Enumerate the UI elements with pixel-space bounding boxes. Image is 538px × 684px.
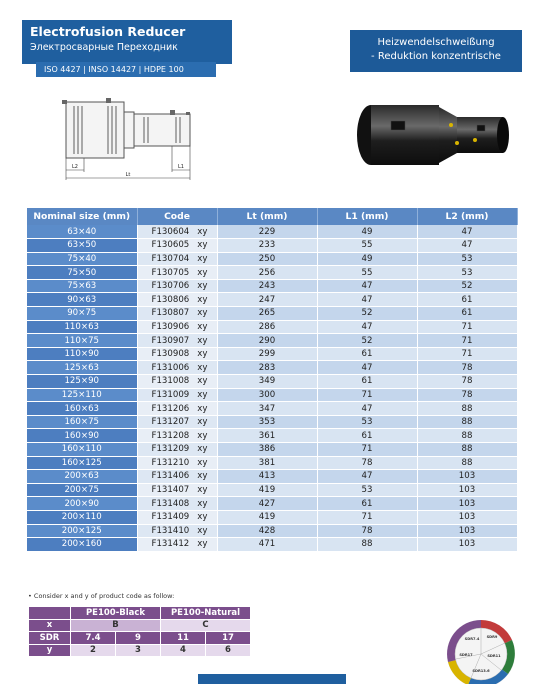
- code-suffix: xy: [197, 362, 208, 373]
- l2-cell: 103: [417, 524, 517, 538]
- code-cell: [137, 279, 217, 293]
- code-value: F131209: [151, 444, 190, 455]
- code-value: F130806: [151, 294, 190, 305]
- code-suffix: xy: [197, 376, 208, 387]
- specification-table: [27, 208, 518, 552]
- code-suffix: xy: [197, 335, 208, 346]
- title-banner: [22, 20, 232, 64]
- code-suffix: xy: [197, 294, 208, 305]
- wheel-label: SDR7.4: [464, 637, 480, 641]
- title-de-line1: Heizwendelschweißung: [377, 37, 495, 48]
- l1-cell: 55: [317, 239, 417, 253]
- code-value: F131412: [151, 539, 190, 550]
- l1-label: L1: [178, 164, 184, 170]
- code-suffix: xy: [197, 525, 208, 536]
- table-row: [27, 252, 517, 266]
- code-cell: [137, 307, 217, 321]
- nominal-size-cell: 200×160: [27, 538, 137, 552]
- l2-cell: 103: [417, 510, 517, 524]
- code-cell: [137, 443, 217, 457]
- code-cell: [137, 402, 217, 416]
- sdr-value: 9: [116, 632, 161, 645]
- code-cell: [137, 266, 217, 280]
- table-row: [27, 320, 517, 334]
- footer-tab: [198, 674, 346, 684]
- code-cell: [137, 497, 217, 511]
- lt-cell: 419: [217, 510, 317, 524]
- nominal-size-cell: 63×40: [27, 225, 137, 239]
- nominal-size-cell: 160×75: [27, 415, 137, 429]
- table-row: [27, 443, 517, 457]
- code-cell: [137, 375, 217, 389]
- code-cell: [137, 347, 217, 361]
- lt-cell: 229: [217, 225, 317, 239]
- code-note: • Consider x and y of product code as follow:: [28, 592, 175, 600]
- lt-cell: 413: [217, 470, 317, 484]
- code-value: F131210: [151, 457, 190, 468]
- code-y-row: [29, 644, 251, 657]
- code-value: F131207: [151, 417, 190, 428]
- code-suffix: xy: [197, 267, 208, 278]
- code-value: F130908: [151, 349, 190, 360]
- l2-cell: 52: [417, 279, 517, 293]
- code-suffix: xy: [197, 539, 208, 550]
- l2-cell: 78: [417, 388, 517, 402]
- code-black-header: PE100-Black: [71, 607, 161, 620]
- l1-cell: 49: [317, 252, 417, 266]
- code-cell: [137, 334, 217, 348]
- l2-cell: 78: [417, 375, 517, 389]
- code-value: F130704: [151, 253, 190, 264]
- lt-cell: 349: [217, 375, 317, 389]
- code-suffix: xy: [197, 417, 208, 428]
- code-suffix: xy: [197, 226, 208, 237]
- code-suffix: xy: [197, 403, 208, 414]
- l1-cell: 47: [317, 402, 417, 416]
- l2-cell: 88: [417, 402, 517, 416]
- title-de-banner: [350, 30, 522, 72]
- lt-cell: 247: [217, 293, 317, 307]
- nominal-size-cell: 200×125: [27, 524, 137, 538]
- l2-cell: 61: [417, 293, 517, 307]
- nominal-size-cell: 75×40: [27, 252, 137, 266]
- lt-cell: 471: [217, 538, 317, 552]
- code-cell: [137, 361, 217, 375]
- code-cell: [137, 320, 217, 334]
- nominal-size-cell: 110×75: [27, 334, 137, 348]
- code-suffix: xy: [197, 444, 208, 455]
- code-value: F131406: [151, 471, 190, 482]
- code-cell: [137, 252, 217, 266]
- l1-cell: 47: [317, 293, 417, 307]
- x-natural-value: C: [161, 619, 251, 632]
- y-value: 6: [206, 644, 251, 657]
- lt-cell: 243: [217, 279, 317, 293]
- table-row: [27, 510, 517, 524]
- table-row: [27, 456, 517, 470]
- l2-cell: 53: [417, 266, 517, 280]
- code-value: F131006: [151, 362, 190, 373]
- l1-cell: 52: [317, 307, 417, 321]
- code-value: F131408: [151, 498, 190, 509]
- code-value: F131407: [151, 485, 190, 496]
- l1-cell: 47: [317, 279, 417, 293]
- table-row: [27, 470, 517, 484]
- l2-cell: 71: [417, 347, 517, 361]
- nominal-size-cell: 160×63: [27, 402, 137, 416]
- y-value: 3: [116, 644, 161, 657]
- sdr-value: 11: [161, 632, 206, 645]
- code-suffix: xy: [197, 485, 208, 496]
- code-cell: [137, 239, 217, 253]
- nominal-size-cell: 125×110: [27, 388, 137, 402]
- l1-cell: 47: [317, 470, 417, 484]
- sdr-label: SDR: [29, 632, 71, 645]
- l2-cell: 71: [417, 320, 517, 334]
- code-value: F130604: [151, 226, 190, 237]
- sdr-value: 17: [206, 632, 251, 645]
- lt-cell: 381: [217, 456, 317, 470]
- table-row: [27, 225, 517, 239]
- table-row: [27, 334, 517, 348]
- code-suffix: xy: [197, 308, 208, 319]
- col-nominal-size: Nominal size (mm): [27, 208, 137, 225]
- code-value: F130605: [151, 240, 190, 251]
- title-ru: Электросварные Переходник: [30, 42, 178, 53]
- l2-cell: 88: [417, 429, 517, 443]
- nominal-size-cell: 200×63: [27, 470, 137, 484]
- l2-cell: 47: [417, 239, 517, 253]
- lt-cell: 427: [217, 497, 317, 511]
- lt-cell: 300: [217, 388, 317, 402]
- lt-cell: 428: [217, 524, 317, 538]
- table-row: [27, 483, 517, 497]
- nominal-size-cell: 110×90: [27, 347, 137, 361]
- col-l1: L1 (mm): [317, 208, 417, 225]
- code-cell: [137, 293, 217, 307]
- code-value: F130907: [151, 335, 190, 346]
- code-x-row: [29, 619, 251, 632]
- table-row: [27, 415, 517, 429]
- lt-cell: 347: [217, 402, 317, 416]
- table-row: [27, 524, 517, 538]
- col-l2: L2 (mm): [417, 208, 517, 225]
- nominal-size-cell: 160×90: [27, 429, 137, 443]
- l2-cell: 103: [417, 483, 517, 497]
- l2-cell: 103: [417, 538, 517, 552]
- nominal-size-cell: 90×75: [27, 307, 137, 321]
- table-row: [27, 279, 517, 293]
- title-de-line2: - Reduktion konzentrische: [371, 51, 501, 62]
- code-cell: [137, 524, 217, 538]
- code-sdr-row: [29, 632, 251, 645]
- l1-cell: 71: [317, 388, 417, 402]
- code-value: F131409: [151, 512, 190, 523]
- table-row: [27, 239, 517, 253]
- nominal-size-cell: 200×75: [27, 483, 137, 497]
- wheel-label: SDR13.6: [472, 669, 490, 673]
- table-header-row: [27, 208, 517, 225]
- l2-cell: 47: [417, 225, 517, 239]
- col-lt: Lt (mm): [217, 208, 317, 225]
- wheel-label: SDR11: [487, 654, 501, 658]
- nominal-size-cell: 75×63: [27, 279, 137, 293]
- code-value: F130807: [151, 308, 190, 319]
- l1-cell: 88: [317, 538, 417, 552]
- table-row: [27, 388, 517, 402]
- code-suffix: xy: [197, 321, 208, 332]
- l1-cell: 78: [317, 524, 417, 538]
- y-value: 2: [71, 644, 116, 657]
- nominal-size-cell: 63×50: [27, 239, 137, 253]
- wheel-label: SDR9: [486, 635, 498, 639]
- table-row: [27, 293, 517, 307]
- lt-cell: 419: [217, 483, 317, 497]
- code-value: F131410: [151, 525, 190, 536]
- lt-cell: 283: [217, 361, 317, 375]
- lt-cell: 250: [217, 252, 317, 266]
- l1-cell: 47: [317, 361, 417, 375]
- code-value: F131008: [151, 376, 190, 387]
- l1-cell: 52: [317, 334, 417, 348]
- code-cell: [137, 510, 217, 524]
- x-black-value: B: [71, 619, 161, 632]
- l1-cell: 53: [317, 483, 417, 497]
- code-header-row: [29, 607, 251, 620]
- code-suffix: xy: [197, 240, 208, 251]
- table-row: [27, 347, 517, 361]
- code-cell: [137, 538, 217, 552]
- l1-cell: 61: [317, 347, 417, 361]
- nominal-size-cell: 200×90: [27, 497, 137, 511]
- code-suffix: xy: [197, 512, 208, 523]
- lt-cell: 256: [217, 266, 317, 280]
- table-row: [27, 402, 517, 416]
- table-row: [27, 266, 517, 280]
- lt-cell: 386: [217, 443, 317, 457]
- table-row: [27, 307, 517, 321]
- code-cell: [137, 483, 217, 497]
- l1-cell: 61: [317, 375, 417, 389]
- y-label: y: [29, 644, 71, 657]
- code-natural-header: PE100-Natural: [161, 607, 251, 620]
- l1-cell: 61: [317, 429, 417, 443]
- table-row: [27, 497, 517, 511]
- table-row: [27, 361, 517, 375]
- code-suffix: xy: [197, 430, 208, 441]
- code-suffix: xy: [197, 498, 208, 509]
- code-suffix: xy: [197, 349, 208, 360]
- l2-cell: 71: [417, 334, 517, 348]
- l1-cell: 78: [317, 456, 417, 470]
- l1-cell: 71: [317, 443, 417, 457]
- code-value: F131208: [151, 430, 190, 441]
- lt-cell: 265: [217, 307, 317, 321]
- nominal-size-cell: 160×110: [27, 443, 137, 457]
- l1-cell: 61: [317, 497, 417, 511]
- code-cell: [137, 470, 217, 484]
- code-value: F131009: [151, 389, 190, 400]
- l2-cell: 88: [417, 443, 517, 457]
- code-value: F131206: [151, 403, 190, 414]
- l2-cell: 103: [417, 470, 517, 484]
- title-en: Electrofusion Reducer: [30, 24, 186, 39]
- l2-cell: 78: [417, 361, 517, 375]
- l2-cell: 88: [417, 415, 517, 429]
- lt-cell: 286: [217, 320, 317, 334]
- lt-label: Lt: [125, 172, 131, 178]
- l2-cell: 53: [417, 252, 517, 266]
- wheel-label: SDR17: [459, 653, 473, 657]
- code-suffix: xy: [197, 471, 208, 482]
- nominal-size-cell: 90×63: [27, 293, 137, 307]
- table-row: [27, 429, 517, 443]
- reducer-technical-drawing: [48, 92, 208, 188]
- nominal-size-cell: 110×63: [27, 320, 137, 334]
- table-row: [27, 538, 517, 552]
- nominal-size-cell: 200×110: [27, 510, 137, 524]
- code-suffix: xy: [197, 253, 208, 264]
- l2-cell: 61: [417, 307, 517, 321]
- col-code: Code: [137, 208, 217, 225]
- table-row: [27, 375, 517, 389]
- code-cell: [137, 429, 217, 443]
- lt-cell: 233: [217, 239, 317, 253]
- y-value: 4: [161, 644, 206, 657]
- nominal-size-cell: 160×125: [27, 456, 137, 470]
- l2-cell: 88: [417, 456, 517, 470]
- l2-label: L2: [72, 164, 78, 170]
- code-header-blank: [29, 607, 71, 620]
- l1-cell: 53: [317, 415, 417, 429]
- nominal-size-cell: 125×90: [27, 375, 137, 389]
- code-value: F130906: [151, 321, 190, 332]
- lt-cell: 290: [217, 334, 317, 348]
- lt-cell: 361: [217, 429, 317, 443]
- code-value: F130705: [151, 267, 190, 278]
- standards-strip: ISO 4427 | INSO 14427 | HDPE 100: [36, 62, 216, 77]
- reducer-product-photo: [345, 95, 525, 175]
- nominal-size-cell: 125×63: [27, 361, 137, 375]
- product-code-table: [28, 606, 251, 657]
- code-cell: [137, 415, 217, 429]
- nominal-size-cell: 75×50: [27, 266, 137, 280]
- l1-cell: 49: [317, 225, 417, 239]
- code-cell: [137, 388, 217, 402]
- l1-cell: 71: [317, 510, 417, 524]
- code-cell: [137, 456, 217, 470]
- code-value: F130706: [151, 281, 190, 292]
- x-label: x: [29, 619, 71, 632]
- code-suffix: xy: [197, 389, 208, 400]
- l1-cell: 55: [317, 266, 417, 280]
- code-cell: [137, 225, 217, 239]
- sdr-value: 7.4: [71, 632, 116, 645]
- sdr-wheel-graphic: [438, 612, 524, 684]
- code-suffix: xy: [197, 281, 208, 292]
- code-suffix: xy: [197, 457, 208, 468]
- l1-cell: 47: [317, 320, 417, 334]
- l2-cell: 103: [417, 497, 517, 511]
- lt-cell: 299: [217, 347, 317, 361]
- lt-cell: 353: [217, 415, 317, 429]
